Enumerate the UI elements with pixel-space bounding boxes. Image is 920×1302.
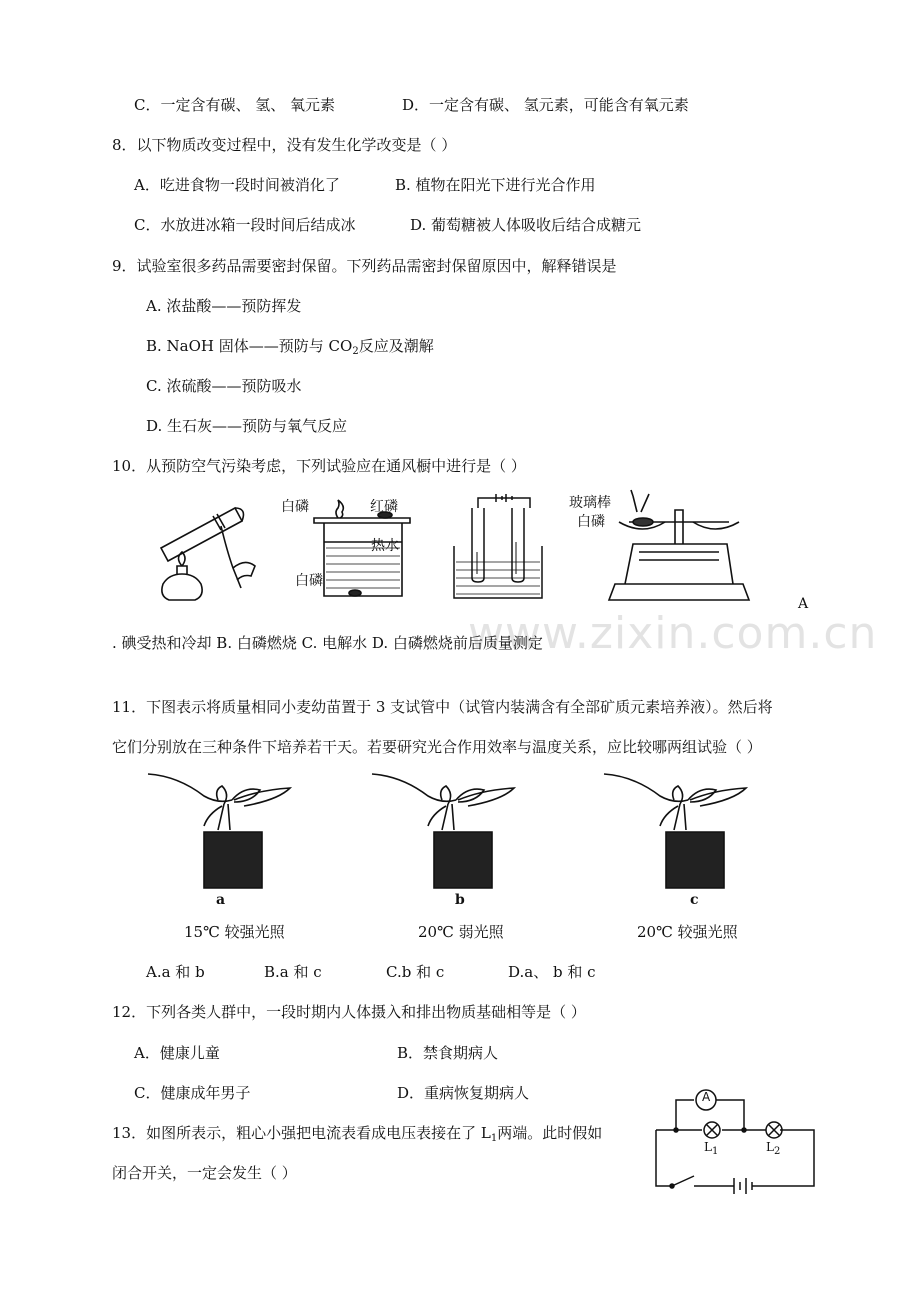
condition-a: 15℃ 较强光照 [184, 923, 285, 941]
q11-option-a: A.a 和 b [146, 963, 205, 981]
electrolysis-figure [450, 494, 546, 602]
q9-option-c: C. 浓硫酸——预防吸水 [146, 377, 302, 395]
q8-option-d: D. 葡萄糖被人体吸收后结合成糖元 [410, 216, 642, 234]
ammeter-label: A [702, 1090, 711, 1104]
tube-label-c: c [690, 892, 699, 908]
label-hot-water: 热水 [371, 538, 399, 554]
q7-option-d: D．一定含有碳、 氢元素，可能含有氧元素 [402, 96, 689, 114]
q13-stem-line-2: 闭合开关，一定会发生（ ） [112, 1164, 297, 1182]
seedling-tube-a [148, 770, 308, 900]
q11-stem-line-2: 它们分别放在三种条件下培养若干天。若要研究光合作用效率与温度关系，应比较哪两组试验（ ） [112, 738, 762, 756]
tube-label-a: a [216, 892, 226, 908]
iodine-heating-figure [155, 496, 255, 602]
q9-option-b: B. NaOH 固体——预防与 $CO_2$反应及潮解 [146, 337, 434, 357]
label-white-phosphorus-balance: 白磷 [577, 514, 605, 530]
q11-option-c: C.b 和 c [386, 963, 445, 981]
label-red-phosphorus: 红磷 [370, 499, 398, 515]
q13-stem-line-1: 13．如图所表示，粗心小强把电流表看成电压表接在了 $L_1$两端。此时假如 [112, 1124, 603, 1144]
q12-option-d: D．重病恢复期病人 [397, 1084, 530, 1102]
q12-option-c: C．健康成年男子 [134, 1084, 251, 1102]
q8-option-a: A．吃进食物一段时间被消化了 [134, 176, 340, 194]
seedling-tube-b [372, 770, 532, 900]
q10-options: . 碘受热和冷却 B. 白磷燃烧 C. 电解水 D. 白磷燃烧前后质量测定 [112, 634, 543, 652]
condition-c: 20℃ 较强光照 [637, 923, 738, 941]
stray-letter-a: A [798, 596, 809, 612]
q11-option-b: B.a 和 c [264, 963, 322, 981]
seedling-tube-c [604, 770, 764, 900]
q11-option-d: D.a、 b 和 c [508, 963, 596, 981]
q12-option-b: B．禁食期病人 [397, 1044, 499, 1062]
lamp-l2-label: $L_2$ [766, 1140, 781, 1157]
q9-option-d: D. 生石灰——预防与氧气反应 [146, 417, 348, 435]
circuit-diagram [650, 1086, 820, 1196]
tube-label-b: b [455, 892, 465, 908]
q11-stem-line-1: 11．下图表示将质量相同小麦幼苗置于 3 支试管中（试管内装满含有全部矿质元素培养液）。然后将 [112, 698, 773, 716]
condition-b: 20℃ 弱光照 [418, 923, 504, 941]
q8-option-c: C．水放进冰箱一段时间后结成冰 [134, 216, 356, 234]
q7-option-c: C．一定含有碳、 氢、 氧元素 [134, 96, 336, 114]
q10-stem: 10．从预防空气污染考虑，下列试验应在通风橱中进行是（ ） [112, 457, 526, 475]
balance-figure [603, 488, 753, 604]
label-white-phosphorus-bottom: 白磷 [295, 573, 323, 589]
label-glass-rod: 玻璃棒 [569, 495, 611, 511]
phosphorus-combustion-figure [310, 496, 420, 602]
lamp-l1-label: $L_1$ [704, 1140, 719, 1157]
q9-option-a: A. 浓盐酸——预防挥发 [146, 297, 302, 315]
watermark: www.zixin.com.cn [468, 608, 878, 659]
q8-option-b: B. 植物在阳光下进行光合作用 [395, 176, 596, 194]
q8-stem: 8．以下物质改变过程中，没有发生化学改变是（ ） [112, 136, 457, 154]
q12-stem: 12．下列各类人群中，一段时期内人体摄入和排出物质基础相等是（ ） [112, 1003, 586, 1021]
label-white-phosphorus-top: 白磷 [281, 499, 309, 515]
q9-stem: 9．试验室很多药品需要密封保留。下列药品需密封保留原因中，解释错误是 [112, 257, 617, 275]
q12-option-a: A．健康儿童 [134, 1044, 220, 1062]
